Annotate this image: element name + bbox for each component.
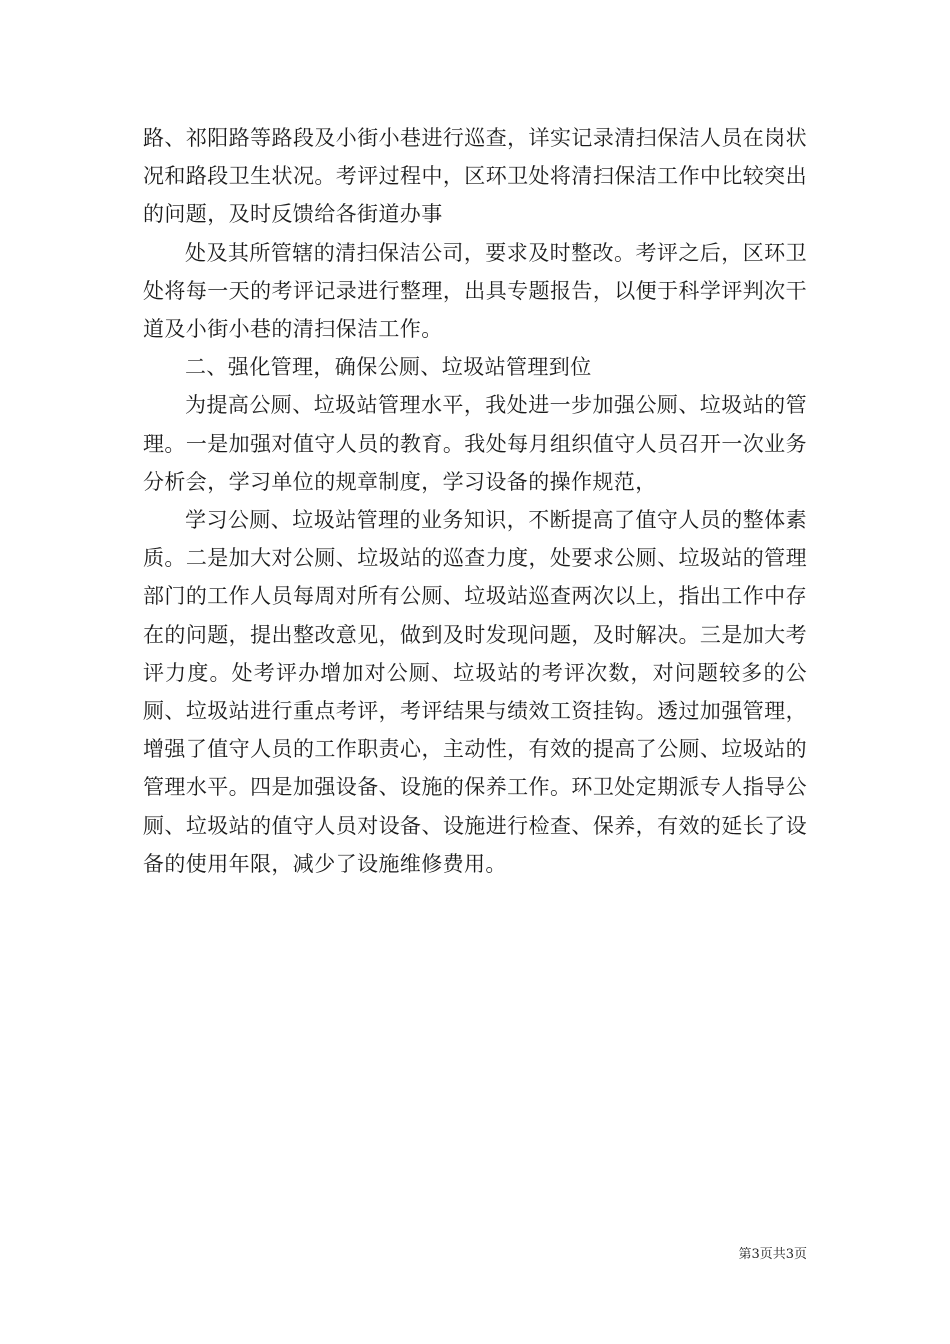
section-heading: 二、强化管理，确保公厕、垃圾站管理到位 bbox=[185, 355, 592, 380]
document-body bbox=[143, 119, 807, 883]
paragraph-4: 学习公厕、垃圾站管理的业务知识，不断提高了值守人员的整体素质。二是加大对公厕、垃圾站的巡查力度，处要求公厕、垃圾站的管理部门的工作人员每周对所有公厕、垃圾站巡查两次以上，指出工作中存在的问题，提出整改意见，做到及时发现问题，及时解决。三是加大考评力度。处考评办增加对公厕、垃圾站的考评次数，对问题较多的公厕、垃圾站进行重点考评，考评结果与绩效工资挂钩。透过加强管理，增强了值守人员的工作职责心，主动性，有效的提高了公厕、垃圾站的管理水平。四是加强设备、设施的保养工作。环卫处定期派专人指导公厕、垃圾站的值守人员对设备、设施进行检查、保养，有效的延长了设备的使用年限，减少了设施维修费用。 bbox=[143, 508, 807, 876]
paragraph-3: 为提高公厕、垃圾站管理水平，我处进一步加强公厕、垃圾站的管理。一是加强对值守人员的教育。我处每月组织值守人员召开一次业务分析会，学习单位的规章制度，学习设备的操作规范， bbox=[143, 393, 807, 494]
paragraph-1: 路、祁阳路等路段及小街小巷进行巡查，详实记录清扫保洁人员在岗状况和路段卫生状况。考评过程中，区环卫处将清扫保洁工作中比较突出的问题，及时反馈给各街道办事 bbox=[143, 126, 807, 227]
page-number: 第3页共3页 bbox=[738, 1247, 807, 1262]
paragraph-2: 处及其所管辖的清扫保洁公司，要求及时整改。考评之后，区环卫处将每一天的考评记录进行整理，出具专题报告，以便于科学评判次干道及小街小巷的清扫保洁工作。 bbox=[143, 240, 807, 342]
